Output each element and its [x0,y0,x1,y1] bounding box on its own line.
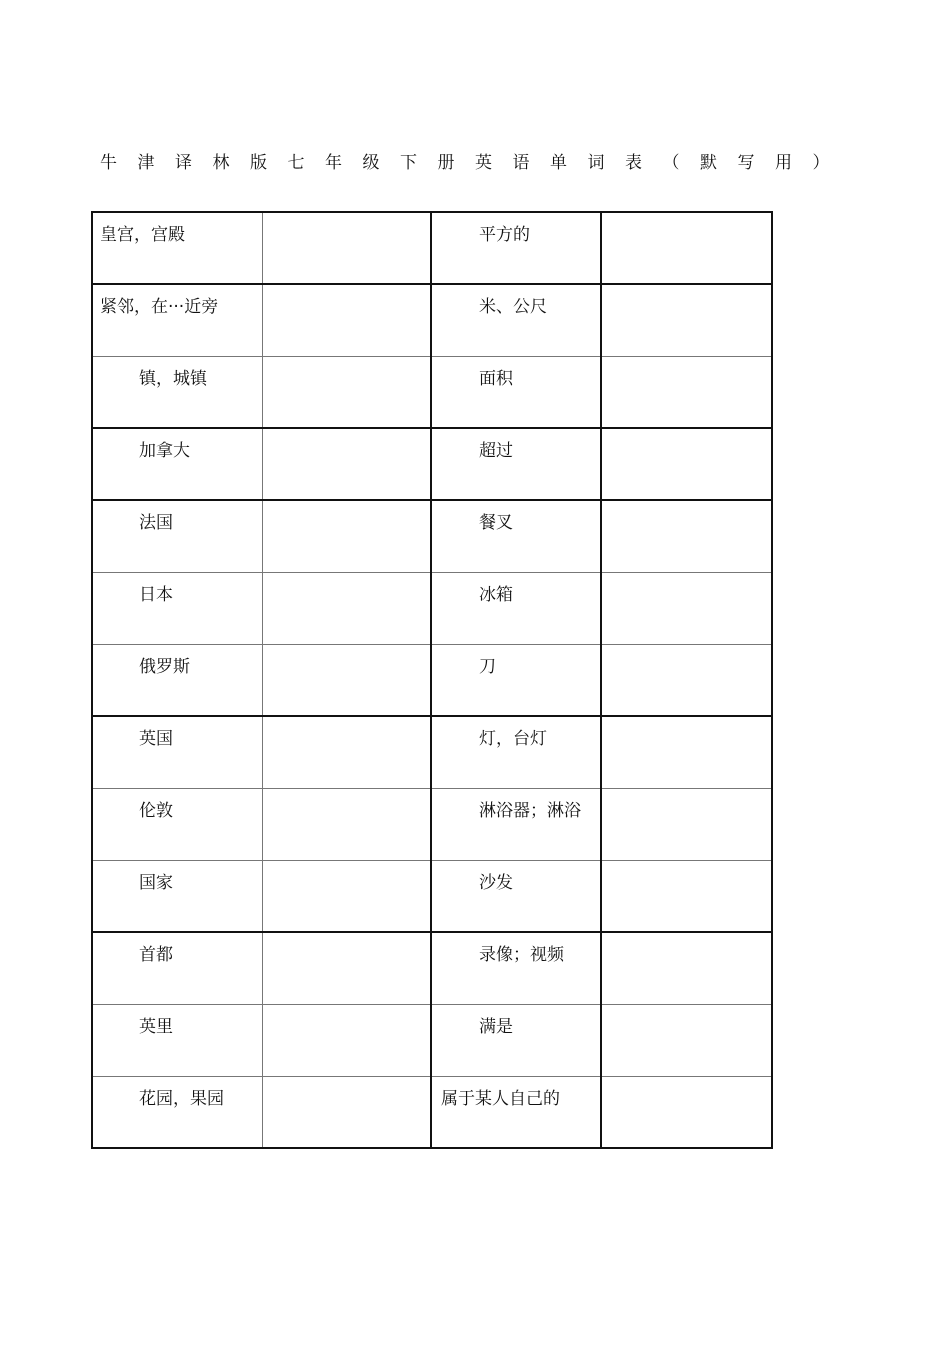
table-row [92,644,772,716]
answer-blank-left[interactable] [262,284,431,356]
answer-blank-left[interactable] [262,644,431,716]
chinese-word-left: 伦敦 [92,788,262,860]
answer-blank-left[interactable] [262,572,431,644]
answer-blank-left[interactable] [262,1004,431,1076]
answer-blank-left[interactable] [262,716,431,788]
table-row [92,356,772,428]
answer-blank-right[interactable] [601,716,772,788]
answer-blank-left[interactable] [262,860,431,932]
chinese-word-left: 国家 [92,860,262,932]
table-row [92,932,772,1004]
answer-blank-right[interactable] [601,932,772,1004]
chinese-word-right: 灯，台灯 [431,716,601,788]
table-row [92,284,772,356]
chinese-word-right: 面积 [431,356,601,428]
chinese-word-right: 餐叉 [431,500,601,572]
page-title: 牛津译林版七年级下册英语单词表（默写用） [100,153,850,173]
chinese-word-left: 皇宫，宫殿 [92,212,262,284]
answer-blank-left[interactable] [262,788,431,860]
answer-blank-right[interactable] [601,788,772,860]
table-row [92,500,772,572]
answer-blank-left[interactable] [262,932,431,1004]
chinese-word-right: 冰箱 [431,572,601,644]
vocabulary-table [91,211,773,1149]
chinese-word-left: 俄罗斯 [92,644,262,716]
chinese-word-left: 法国 [92,500,262,572]
answer-blank-right[interactable] [601,356,772,428]
answer-blank-right[interactable] [601,860,772,932]
chinese-word-right: 属于某人自己的 [431,1076,601,1148]
answer-blank-right[interactable] [601,572,772,644]
table-row [92,716,772,788]
chinese-word-left: 镇，城镇 [92,356,262,428]
table-row [92,572,772,644]
answer-blank-right[interactable] [601,428,772,500]
chinese-word-left: 英里 [92,1004,262,1076]
answer-blank-left[interactable] [262,356,431,428]
chinese-word-right: 米、公尺 [431,284,601,356]
chinese-word-left: 紧邻，在···近旁 [92,284,262,356]
answer-blank-left[interactable] [262,428,431,500]
table-row [92,1076,772,1148]
chinese-word-right: 平方的 [431,212,601,284]
table-row [92,212,772,284]
chinese-word-right: 沙发 [431,860,601,932]
answer-blank-right[interactable] [601,212,772,284]
chinese-word-right: 超过 [431,428,601,500]
chinese-word-left: 首都 [92,932,262,1004]
answer-blank-right[interactable] [601,500,772,572]
chinese-word-right: 淋浴器；淋浴 [431,788,601,860]
chinese-word-right: 刀 [431,644,601,716]
chinese-word-left: 加拿大 [92,428,262,500]
answer-blank-right[interactable] [601,284,772,356]
answer-blank-left[interactable] [262,212,431,284]
vocabulary-table-body [92,212,772,1148]
table-row [92,788,772,860]
chinese-word-left: 花园，果园 [92,1076,262,1148]
table-row [92,860,772,932]
chinese-word-left: 日本 [92,572,262,644]
answer-blank-left[interactable] [262,1076,431,1148]
chinese-word-left: 英国 [92,716,262,788]
chinese-word-right: 录像；视频 [431,932,601,1004]
chinese-word-right: 满是 [431,1004,601,1076]
answer-blank-right[interactable] [601,644,772,716]
table-row [92,1004,772,1076]
answer-blank-right[interactable] [601,1076,772,1148]
answer-blank-left[interactable] [262,500,431,572]
table-row [92,428,772,500]
answer-blank-right[interactable] [601,1004,772,1076]
